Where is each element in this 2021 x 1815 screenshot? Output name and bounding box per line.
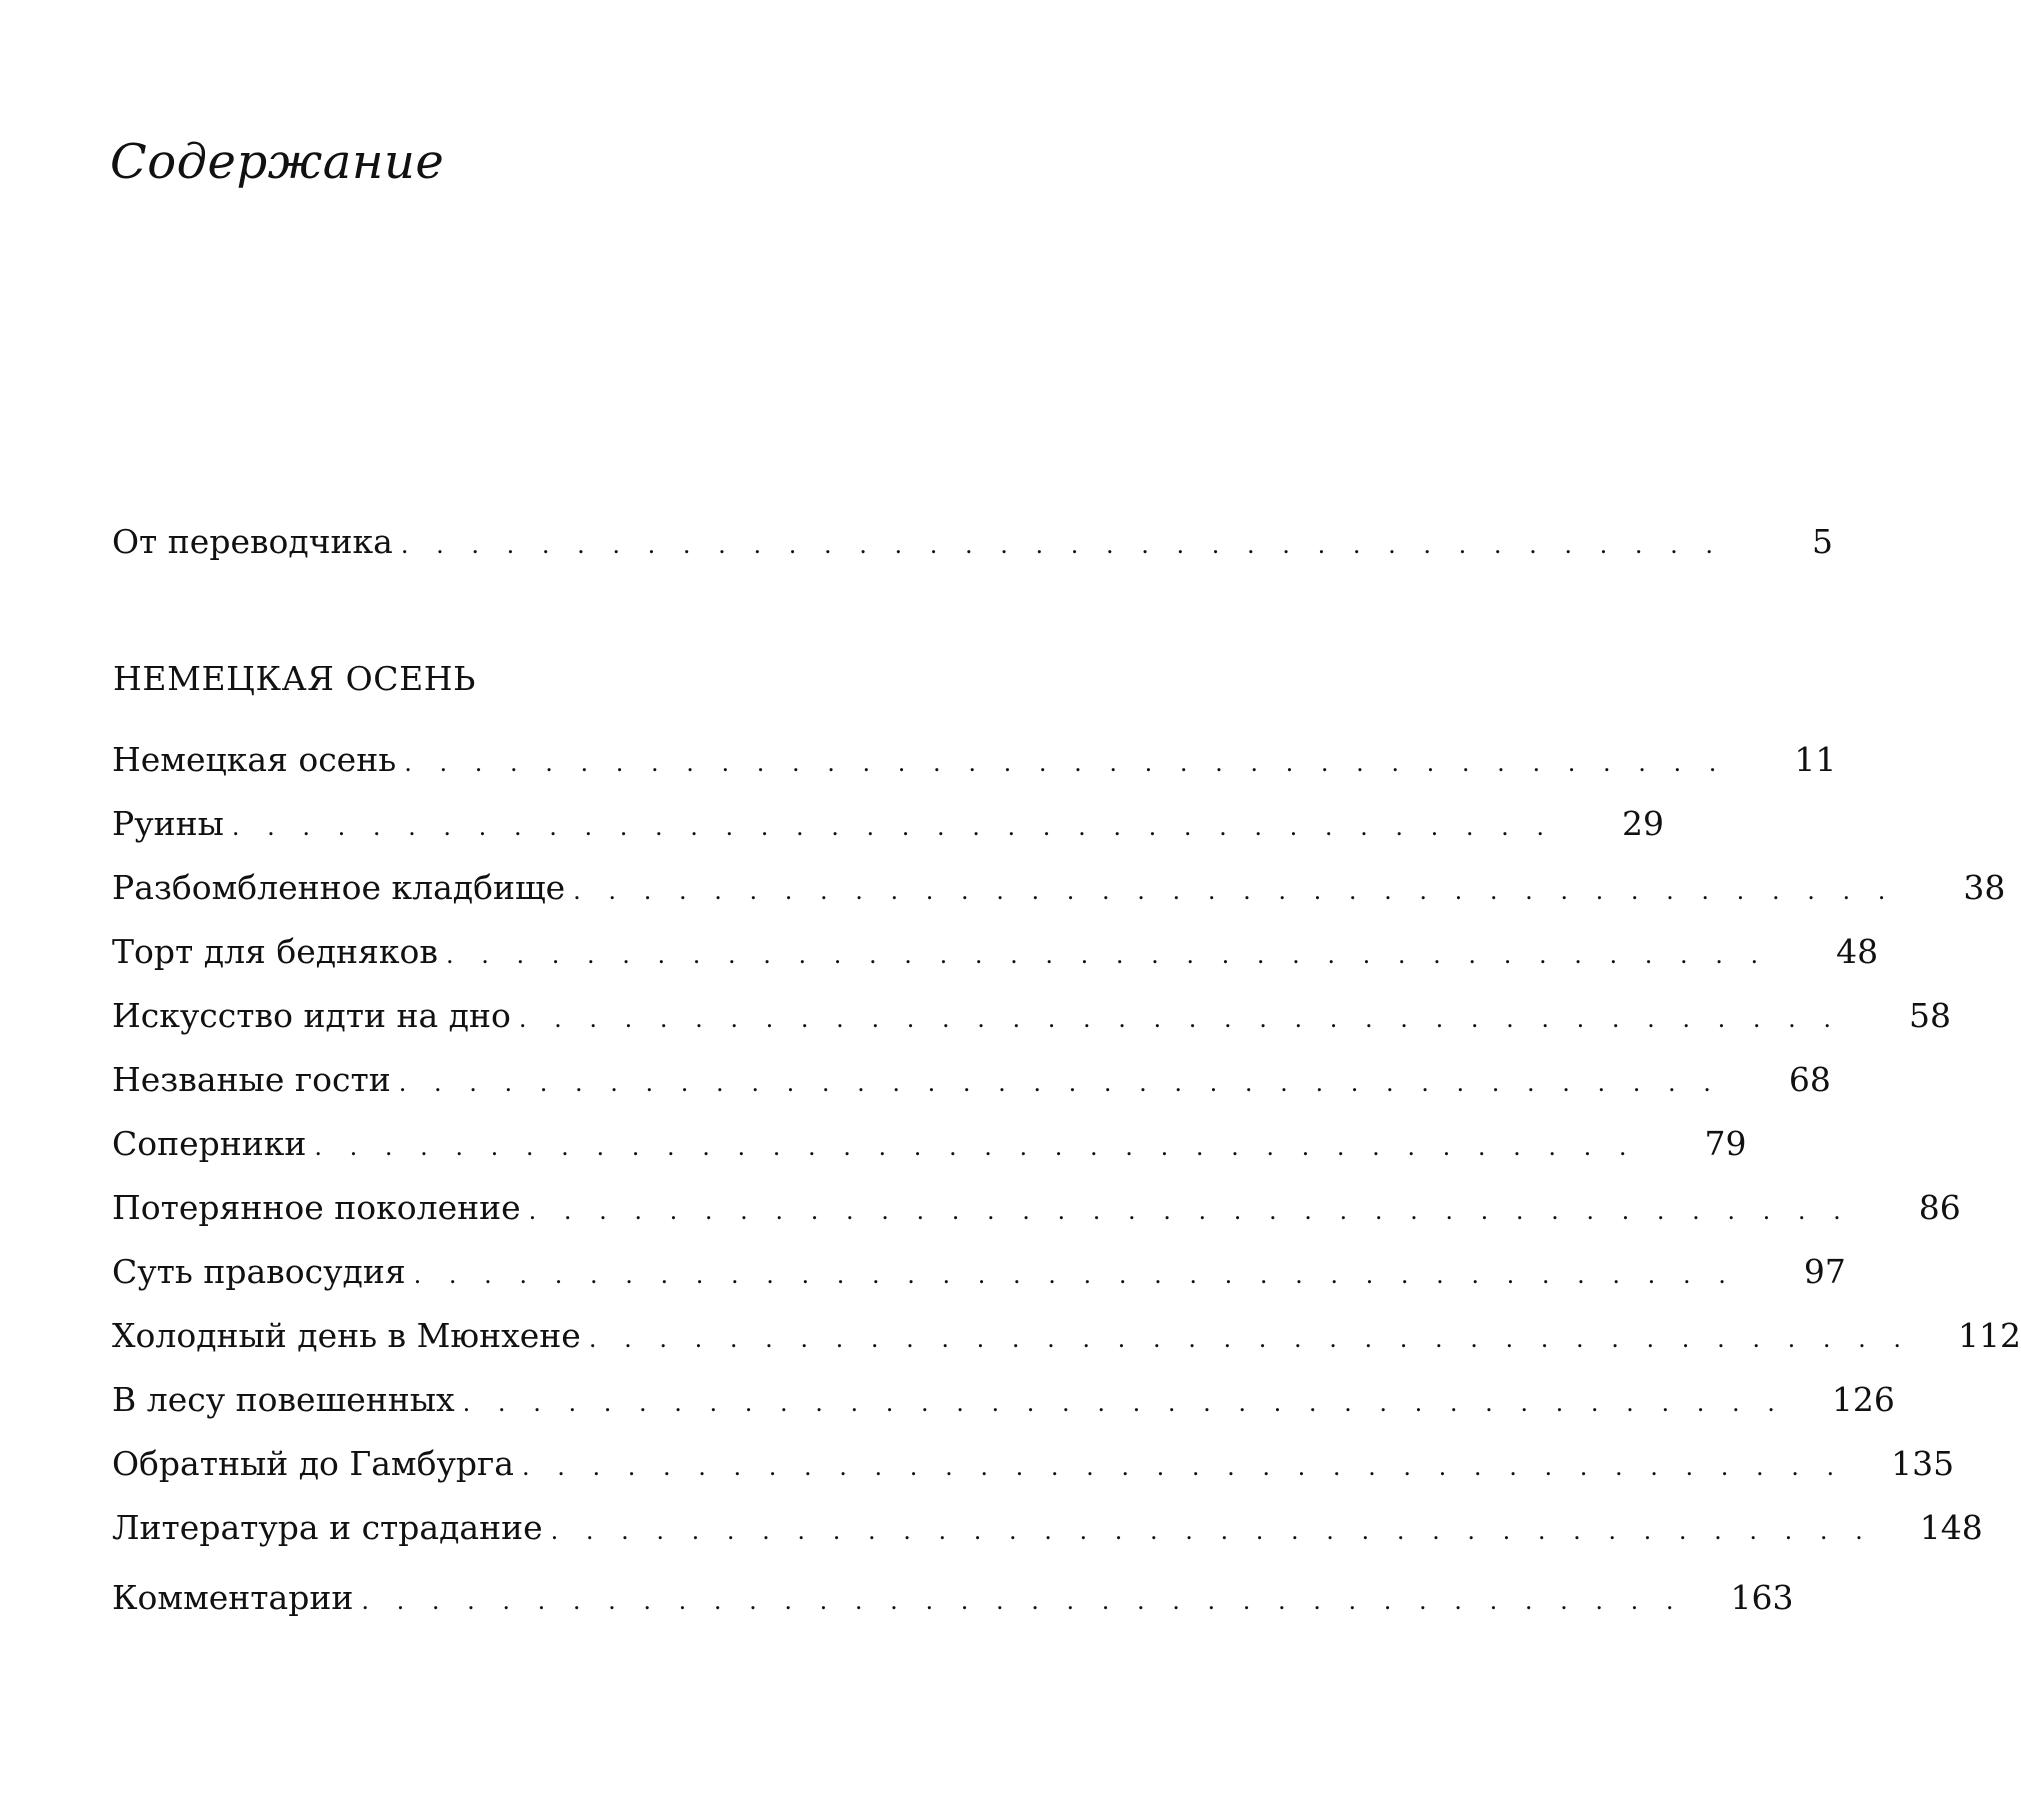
- section-heading: НЕМЕЦКАЯ ОСЕНЬ: [113, 659, 477, 698]
- toc-entry-label: Холодный день в Мюнхене: [112, 1316, 581, 1355]
- dot-leader: . . . . . . . . . . . . . . . . . . . . . . . . . . . . . . . . . . . . . .: [518, 1005, 1842, 1033]
- toc-entry[interactable]: [112, 1314, 2021, 1358]
- dot-leader: . . . . . . . . . . . . . . . . . . . . . . . . . . . . . . . . . . . . . .: [445, 941, 1769, 969]
- toc-entry-label: Соперники: [112, 1124, 307, 1163]
- toc-entry-page: 58: [1909, 996, 1952, 1035]
- toc-entry-page: 97: [1803, 1252, 1846, 1291]
- dot-leader: . . . . . . . . . . . . . . . . . . . . . . . . . . . . . . . . . . . . . .: [361, 1587, 1684, 1615]
- toc-entry[interactable]: [112, 1058, 1831, 1102]
- page-title: Содержание: [110, 134, 445, 190]
- toc-entry-page: 5: [1812, 522, 1834, 561]
- toc-entry[interactable]: [112, 1250, 1846, 1294]
- toc-entry-page: 11: [1794, 740, 1837, 779]
- toc-entry[interactable]: [112, 1506, 1983, 1550]
- toc-entry-label: Потерянное поколение: [112, 1188, 521, 1227]
- toc-entry-label: Суть правосудия: [112, 1252, 406, 1291]
- toc-entry-page: 48: [1836, 932, 1879, 971]
- dot-leader: . . . . . . . . . . . . . . . . . . . . . . . . . . . . . . . . . . . . . .: [573, 877, 1896, 905]
- toc-entry-label: Искусство идти на дно: [112, 996, 511, 1035]
- toc-entry-page: 79: [1704, 1124, 1747, 1163]
- dot-leader: . . . . . . . . . . . . . . . . . . . . . . . . . . . . . . . . . . . . . .: [314, 1133, 1637, 1161]
- toc-entry[interactable]: [112, 1442, 1955, 1486]
- toc-entry-label: Литература и страдание: [112, 1508, 543, 1547]
- dot-leader: . . . . . . . . . . . . . . . . . . . . . . . . . . . . . . . . . . . . . .: [550, 1517, 1873, 1545]
- toc-entry-label: Обратный до Гамбурга: [112, 1444, 514, 1483]
- toc-entry-page: 126: [1831, 1380, 1895, 1419]
- toc-entry-page: 112: [1957, 1316, 2021, 1355]
- toc-entry[interactable]: [112, 930, 1879, 974]
- dot-leader: . . . . . . . . . . . . . . . . . . . . . . . . . . . . . . . . . . . . . .: [413, 1261, 1736, 1289]
- toc-entry-label: Руины: [112, 804, 224, 843]
- toc-entry-label: Торт для бедняков: [112, 932, 438, 971]
- toc-entry-label: Немецкая осень: [112, 740, 397, 779]
- toc-entry-page: 29: [1622, 804, 1665, 843]
- toc-entry[interactable]: [112, 866, 2006, 910]
- toc-entry[interactable]: [112, 994, 1952, 1038]
- dot-leader: . . . . . . . . . . . . . . . . . . . . . . . . . . . . . . . . . . . . . .: [462, 1389, 1785, 1417]
- toc-entry[interactable]: [112, 1122, 1747, 1166]
- toc-entry-label: От переводчика: [112, 522, 393, 561]
- dot-leader: . . . . . . . . . . . . . . . . . . . . . . . . . . . . . . . . . . . . . .: [400, 531, 1724, 559]
- toc-entry-page: 38: [1963, 868, 2006, 907]
- toc-entry-preface[interactable]: [112, 520, 1834, 564]
- dot-leader: . . . . . . . . . . . . . . . . . . . . . . . . . . . . . . . . . . . . . .: [398, 1069, 1721, 1097]
- toc-entry-page: 86: [1918, 1188, 1961, 1227]
- toc-entry-page: 68: [1788, 1060, 1831, 1099]
- toc-entry[interactable]: [112, 738, 1837, 782]
- toc-entry[interactable]: [112, 1378, 1895, 1422]
- dot-leader: . . . . . . . . . . . . . . . . . . . . . . . . . . . . . . . . . . . . . .: [521, 1453, 1845, 1481]
- toc-entry-label: Комментарии: [112, 1578, 354, 1617]
- toc-entry-page: 163: [1730, 1578, 1794, 1617]
- toc-entry-page: 148: [1919, 1508, 1983, 1547]
- dot-leader: . . . . . . . . . . . . . . . . . . . . . . . . . . . . . . . . . . . . . .: [231, 813, 1555, 841]
- dot-leader: . . . . . . . . . . . . . . . . . . . . . . . . . . . . . . . . . . . . . .: [528, 1197, 1851, 1225]
- toc-entry-label: В лесу повешенных: [112, 1380, 455, 1419]
- toc-entry[interactable]: [112, 1576, 1794, 1620]
- dot-leader: . . . . . . . . . . . . . . . . . . . . . . . . . . . . . . . . . . . . . .: [404, 749, 1727, 777]
- toc-entry[interactable]: [112, 802, 1665, 846]
- toc-entry-page: 135: [1891, 1444, 1955, 1483]
- dot-leader: . . . . . . . . . . . . . . . . . . . . . . . . . . . . . . . . . . . . . .: [588, 1325, 1911, 1353]
- toc-entry-label: Незваные гости: [112, 1060, 391, 1099]
- toc-entry-label: Разбомбленное кладбище: [112, 868, 566, 907]
- toc-entry[interactable]: [112, 1186, 1961, 1230]
